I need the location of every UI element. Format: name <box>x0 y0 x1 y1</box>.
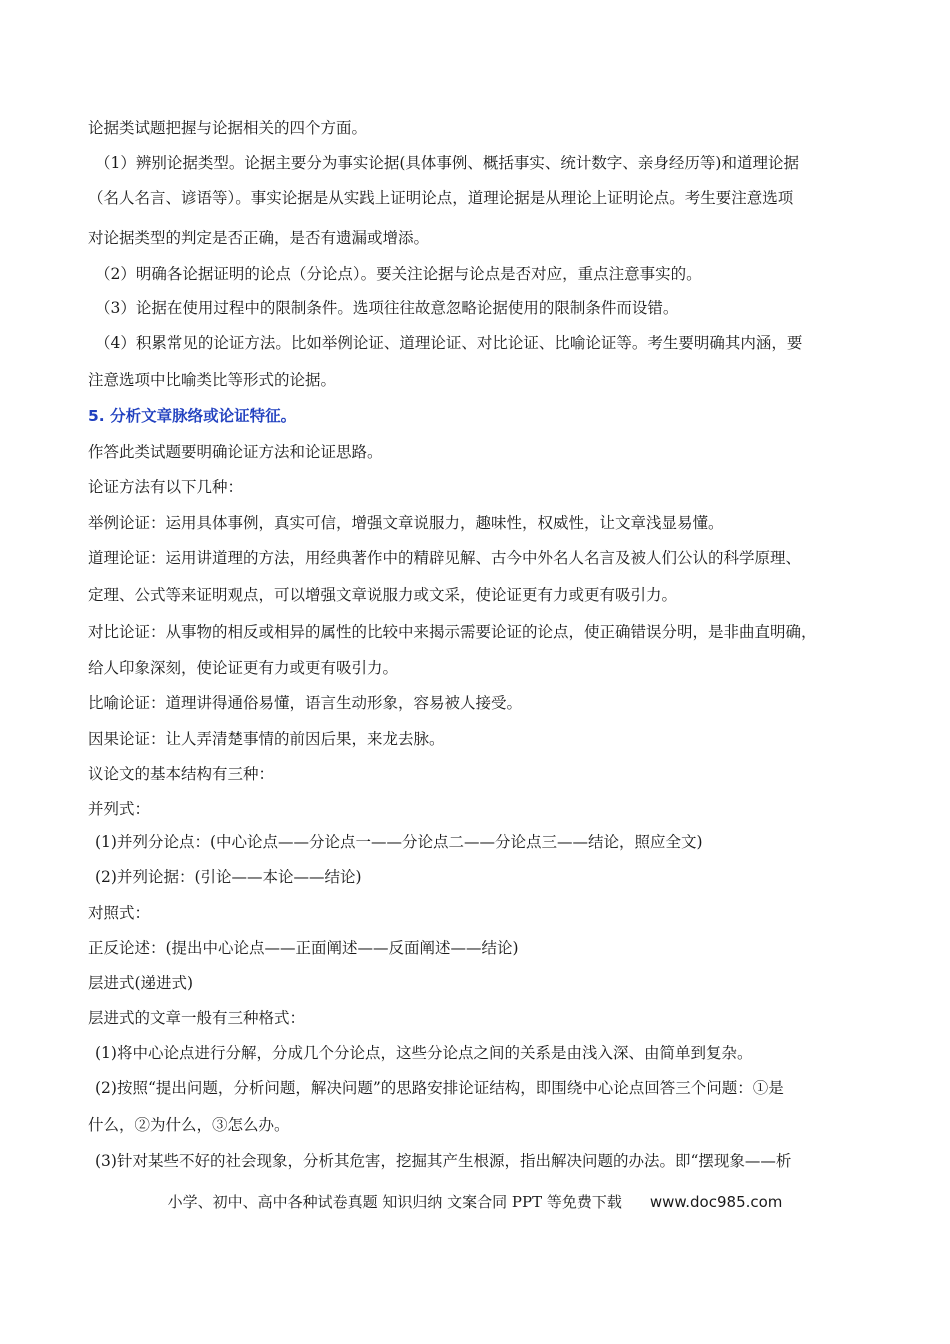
paragraph-line: （1）辨别论据类型。论据主要分为事实论据(具体事例、概括事实、统计数字、亲身经历等)和道理论据 <box>95 154 799 172</box>
paragraph-line: 论据类试题把握与论据相关的四个方面。 <box>88 119 368 137</box>
paragraph-line: 并列式： <box>88 800 151 818</box>
paragraph-line: 作答此类试题要明确论证方法和论证思路。 <box>88 443 383 461</box>
paragraph-line: （名人名言、谚语等）。事实论据是从实践上证明论点，道理论据是从理论上证明论点。考生要注意选项 <box>88 189 794 207</box>
paragraph-line: 对比论证：从事物的相反或相异的属性的比较中来揭示需要论证的论点，使正确错误分明，是非曲直明确， <box>88 623 817 641</box>
paragraph-line: 正反论述：(提出中心论点——正面阐述——反面阐述——结论) <box>88 939 519 957</box>
paragraph-line: 定理、公式等来证明观点，可以增强文章说服力或文采，使论证更有力或更有吸引力。 <box>88 586 678 604</box>
paragraph-line: 对照式： <box>88 904 151 922</box>
paragraph-line: 论证方法有以下几种： <box>88 478 244 496</box>
paragraph-line: 举例论证：运用具体事例，真实可信，增强文章说服力，趣味性，权威性，让文章浅显易懂。 <box>88 514 724 532</box>
paragraph-line: 给人印象深刻，使论证更有力或更有吸引力。 <box>88 659 399 677</box>
paragraph-line: 比喻论证：道理讲得通俗易懂，语言生动形象，容易被人接受。 <box>88 694 523 712</box>
paragraph-line: 什么，②为什么，③怎么办。 <box>88 1116 290 1134</box>
paragraph-line: 层进式的文章一般有三种格式： <box>88 1009 306 1027</box>
page-footer <box>0 1192 950 1212</box>
paragraph-line: (1)将中心论点进行分解，分成几个分论点，这些分论点之间的关系是由浅入深、由简单到复杂。 <box>95 1044 753 1062</box>
paragraph-line: （2）明确各论据证明的论点（分论点）。要关注论据与论点是否对应，重点注意事实的。 <box>95 265 702 283</box>
section-heading: 5. 分析文章脉络或论证特征。 <box>88 407 297 425</box>
paragraph-line: (2)并列论据：(引论——本论——结论) <box>95 868 362 886</box>
paragraph-line: （4）积累常见的论证方法。比如举例论证、道理论证、对比论证、比喻论证等。考生要明确其内涵，要 <box>95 334 803 352</box>
paragraph-line: 道理论证：运用讲道理的方法，用经典著作中的精辟见解、古今中外名人名言及被人们公认的科学原理、 <box>88 549 802 567</box>
paragraph-line: 因果论证：让人弄清楚事情的前因后果，来龙去脉。 <box>88 730 445 748</box>
paragraph-line: 议论文的基本结构有三种： <box>88 765 275 783</box>
paragraph-line: 注意选项中比喻类比等形式的论据。 <box>88 371 337 389</box>
paragraph-line: 对论据类型的判定是否正确，是否有遗漏或增添。 <box>88 229 430 247</box>
paragraph-line: (2)按照“提出问题，分析问题，解决问题”的思路安排论证结构，即围绕中心论点回答三个问题：①是 <box>95 1079 784 1097</box>
footer-text: 小学、初中、高中各种试卷真题 知识归纳 文案合同 PPT 等免费下载 <box>167 1193 622 1211</box>
paragraph-line: (1)并列分论点：(中心论点——分论点一——分论点二——分论点三——结论，照应全文) <box>95 833 703 851</box>
paragraph-line: (3)针对某些不好的社会现象，分析其危害，挖掘其产生根源，指出解决问题的办法。即“摆现象——析 <box>95 1152 792 1170</box>
paragraph-line: 层进式(递进式) <box>88 974 194 992</box>
paragraph-line: （3）论据在使用过程中的限制条件。选项往往故意忽略论据使用的限制条件而设错。 <box>95 299 679 317</box>
footer-website-link[interactable]: www.doc985.com <box>649 1193 783 1211</box>
